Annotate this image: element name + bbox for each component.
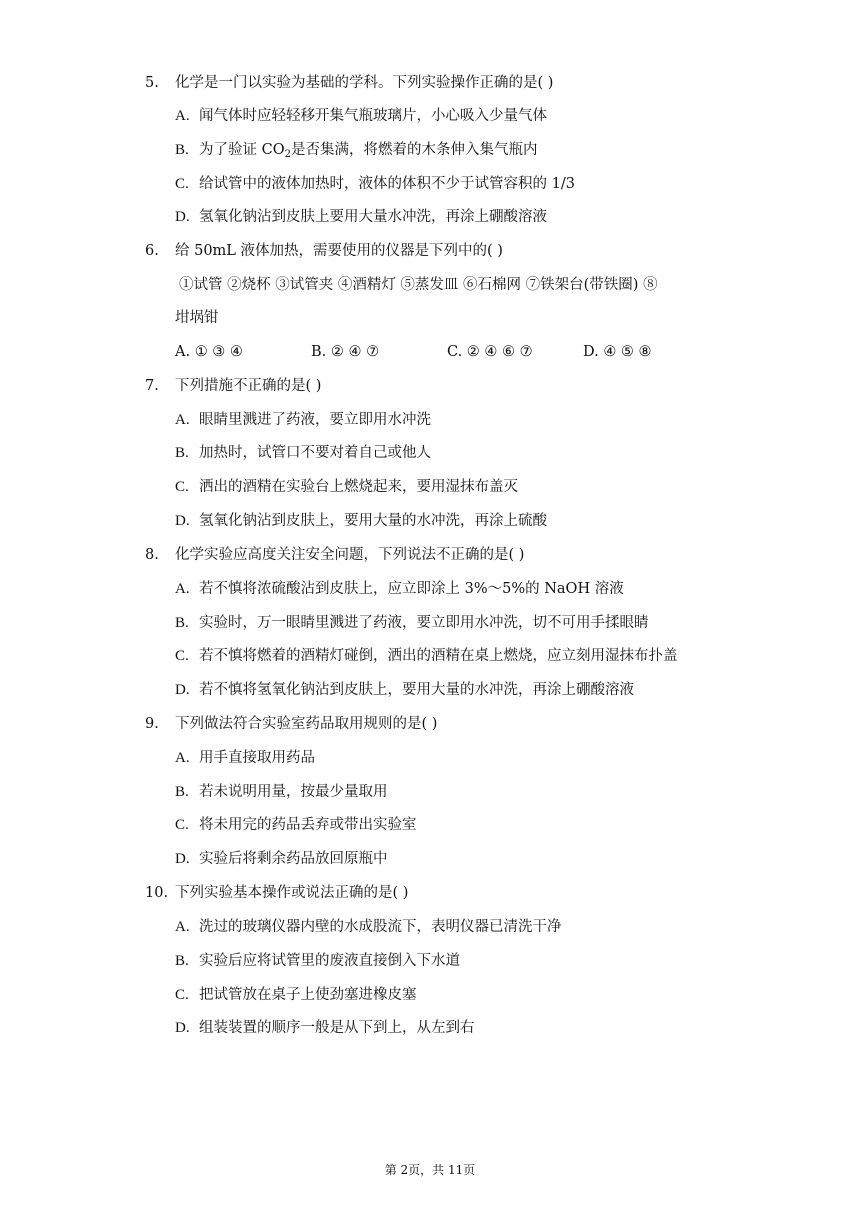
option-letter: C.: [175, 817, 189, 833]
subscript: 2: [284, 149, 291, 160]
option-text: 若不慎将氢氧化钠沾到皮肤上，要用大量的水冲洗，再涂上硼酸溶液: [199, 682, 634, 698]
option-letter: C.: [175, 648, 189, 664]
option-text: 组装装置的顺序一般是从下到上，从左到右: [199, 1020, 475, 1036]
option-text: 氢氧化钠沾到皮肤上要用大量水冲洗，再涂上硼酸溶液: [199, 209, 547, 225]
question-stem: 下列做法符合实验室药品取用规则的是( ): [175, 716, 438, 732]
option-letter: C.: [175, 176, 189, 192]
instrument-list: ①试管 ②烧杯 ③试管夹 ④酒精灯 ⑤蒸发皿 ⑥石棉网 ⑦铁架台(带铁圈) ⑧: [179, 277, 658, 293]
option-d: [583, 341, 652, 363]
question-number: 9.: [145, 716, 159, 732]
option-letter: A.: [175, 412, 190, 428]
option-text: ① ③ ④: [194, 344, 243, 360]
option-text: 用手直接取用药品: [199, 750, 315, 766]
option-text: 氢氧化钠沾到皮肤上，要用大量的水冲洗，再涂上硫酸: [199, 513, 547, 529]
option-letter: A.: [175, 750, 190, 766]
option-text: 将未用完的药品丢弃或带出实验室: [199, 817, 417, 833]
option-letter: B.: [175, 445, 189, 461]
option-letter: A.: [175, 581, 190, 597]
question-stem: 下列措施不正确的是( ): [175, 378, 322, 394]
option-letter: D.: [175, 209, 190, 225]
instrument-list-continued: 坩埚钳: [175, 310, 219, 326]
option-text: 实验时，万一眼睛里溅进了药液，要立即用水冲洗，切不可用手揉眼睛: [199, 615, 649, 631]
option-c: [447, 341, 533, 363]
option-letter: B.: [175, 615, 189, 631]
option-letter: C.: [175, 479, 189, 495]
option-text: [199, 139, 537, 161]
option-letter: D.: [175, 682, 190, 698]
option-text: 若不慎将浓硫酸沾到皮肤上，应立即涂上 3%～5%的 NaOH 溶液: [199, 581, 624, 597]
option-text: 若未说明用量，按最少量取用: [199, 784, 388, 800]
question-stem: 给 50mL 液体加热，需要使用的仪器是下列中的( ): [175, 243, 503, 259]
question-number: 5.: [145, 75, 159, 91]
option-text: 实验后将剩余药品放回原瓶中: [199, 851, 388, 867]
question-number: 8.: [145, 547, 159, 563]
question-stem: 化学实验应高度关注安全问题，下列说法不正确的是( ): [175, 547, 525, 563]
option-letter: B.: [175, 784, 189, 800]
option-text: ④ ⑤ ⑧: [603, 344, 652, 360]
option-text: 眼睛里溅进了药液，要立即用水冲洗: [199, 412, 431, 428]
option-text: ② ④ ⑥ ⑦: [466, 344, 533, 360]
option-letter: D.: [175, 513, 190, 529]
option-letter: B.: [175, 142, 189, 158]
option-letter: A.: [175, 344, 191, 360]
option-text: 实验后应将试管里的废液直接倒入下水道: [199, 953, 460, 969]
option-letter: A.: [175, 919, 190, 935]
option-text: 把试管放在桌子上使劲塞进橡皮塞: [199, 987, 417, 1003]
question-stem: 下列实验基本操作或说法正确的是( ): [175, 885, 409, 901]
question-number: 10.: [145, 885, 169, 901]
option-a: [175, 341, 243, 363]
question-number: 7.: [145, 378, 159, 394]
option-letter: B.: [311, 344, 327, 360]
option-letter: D.: [583, 344, 599, 360]
option-text-post: 是否集满，将燃着的木条伸入集气瓶内: [290, 142, 538, 158]
option-letter: D.: [175, 851, 190, 867]
option-letter: C.: [175, 987, 189, 1003]
question-stem: 化学是一门以实验为基础的学科。下列实验操作正确的是( ): [175, 75, 554, 91]
option-text: 若不慎将燃着的酒精灯碰倒，洒出的酒精在桌上燃烧，应立刻用湿抹布扑盖: [199, 648, 678, 664]
question-number: 6.: [145, 243, 159, 259]
option-b: [311, 341, 379, 363]
option-letter: B.: [175, 953, 189, 969]
option-text: ② ④ ⑦: [330, 344, 380, 360]
option-letter: D.: [175, 1020, 190, 1036]
option-text: 给试管中的液体加热时，液体的体积不少于试管容积的 1/3: [199, 176, 575, 192]
option-text: 加热时，试管口不要对着自己或他人: [199, 445, 431, 461]
page-footer: 第 2页，共 11页: [384, 1163, 476, 1177]
option-text: 洗过的玻璃仪器内壁的水成股流下，表明仪器已清洗干净: [199, 919, 562, 935]
option-text: 闻气体时应轻轻移开集气瓶玻璃片，小心吸入少量气体: [199, 108, 547, 124]
option-text-pre: 为了验证 CO: [199, 142, 285, 158]
option-letter: C.: [447, 344, 463, 360]
option-letter: A.: [175, 108, 190, 124]
option-text: 洒出的酒精在实验台上燃烧起来，要用湿抹布盖灭: [199, 479, 518, 495]
